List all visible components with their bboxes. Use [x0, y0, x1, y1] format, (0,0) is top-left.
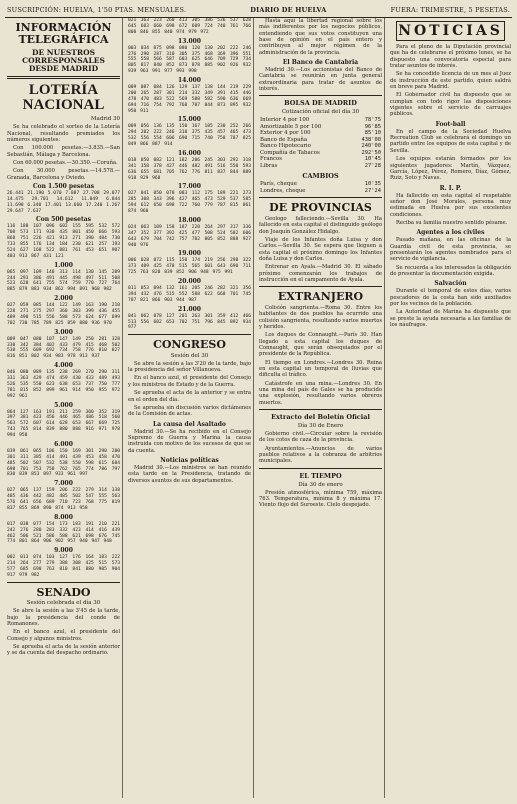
- number-group-values: 009 047 080 107 147 149 250 281 328 330 342 384 402 433 479 415 468 502 538 555 609 692 734 758 776 810 827 816 851 802 934 983 978 913 937: [7, 336, 120, 360]
- congreso-para: Se aprueba sin discusión varios dictámenes de la Comisión de actas.: [128, 404, 251, 418]
- subhead: Noticias políticas: [160, 456, 219, 464]
- number-group-head: 15.000: [178, 116, 201, 124]
- congreso-para: Se aprueba el acta de la anterior y se entra en el orden del día.: [128, 390, 251, 403]
- number-group-head: 14.000: [178, 77, 201, 84]
- divider: [7, 76, 120, 79]
- newspaper-page: [5, 4, 512, 796]
- masthead-price: FUERA: TRIMESTRE, 5 PESETAS.: [390, 6, 510, 14]
- football-title: Foot-ball: [435, 120, 466, 128]
- banco-para: Madrid 30.—Los accionistas del Banco de Cantabria se reunirán en junta general extraordinaria para tratar de asuntos de interés.: [259, 67, 382, 93]
- info-telegrafica-title: INFORMACIÓN TELEGRÁFICA: [15, 21, 112, 46]
- divider: [7, 582, 120, 583]
- rip-para: Ha fallecido en esta capital el respetable señor don José Morales, persona muy estimada en Huelva por sus excelentes condiciones.: [390, 192, 511, 218]
- masthead: [5, 4, 512, 18]
- aprox-numbers: 26.441 21.190 5.070 7.887 27.708 29.077 14.475 29.701 14.612 11.849 6.844 11.698 6.340 17.401 13.660 17.240 1.267 29.647 7.637: [7, 190, 120, 214]
- number-group-head: 8.000: [54, 513, 73, 521]
- boletin-subtitle: Día 30 de Enero: [297, 422, 344, 429]
- market-name: Interior 4 por 100: [260, 117, 310, 124]
- number-group-head: 4.000: [54, 362, 73, 370]
- noticias-para: Para el pleno de la Diputación provincial que ha de celebrarse el próximo lunes, se ha dispuesto una convocatoria especial para tratar asuntos de interés.: [390, 44, 511, 70]
- congreso-subtitle: Sesión del 30: [170, 352, 209, 359]
- extranjero-para: Catástrofe en una mina.—Londres 30. En una mina del país de Gales se ha producido una explosión, resultando varios obreros muertos.: [259, 380, 382, 406]
- prize-2: Con 60.000 pesetas.—30.350.—Coruña.: [13, 159, 118, 166]
- salvacion-para: La Autoridad de Marina ha dispuesto que se preste la ayuda necesaria a las familias de los náufragos.: [390, 309, 511, 329]
- number-group-head: 16.000: [178, 149, 201, 157]
- agentes-para: Pasado mañana, en las oficinas de la Guardia civil de esta provincia, se presentarán los agentes nombrados para el servicio de vigilancia.: [390, 237, 511, 263]
- number-group-values: 041 062 078 127 201 263 301 359 412 466 513 556 602 653 702 751 796 845 892 934 977: [128, 313, 251, 331]
- article-para: Madrid 30.—Se ha recibido en el Consejo Supremo de Guerra y Marina la causa instruida con motivo de los sucesos de que se da cuenta.: [128, 428, 251, 454]
- market-value: 27'24: [364, 187, 381, 194]
- boletin-title: Extracto del Boletín Oficial: [271, 412, 370, 421]
- provincias-para: Entrenar en Ayala.—Madrid 30. El sábado próximo comenzarán los trabajos de instrucción en el campamento de Ayala.: [259, 264, 382, 283]
- noticias-para: El Gobernador civil ha dispuesto que se cumplan con todo rigor las disposiciones vigentes sobre el servicio de carruajes públicos.: [390, 92, 511, 118]
- intro-para: Hasta aquí la libertad regional sobre los más indiferentes por los negocios públicos, entendiendo que sus votos constituyen una base de opinión en el país entero y contribuyen al mejor régimen de la administración de la provincia.: [259, 18, 382, 56]
- market-name: Libras: [260, 162, 278, 169]
- market-value: 240'00: [361, 143, 381, 150]
- market-value: 10'35: [364, 181, 381, 188]
- number-group-head: 9.000: [54, 547, 73, 555]
- divider: [259, 409, 382, 410]
- number-groups: [128, 18, 251, 331]
- loteria-title: LOTERÍA NACIONAL: [22, 81, 105, 114]
- divider: [259, 95, 382, 96]
- senado-subtitle: Sesión celebrada el día 30: [26, 600, 101, 607]
- market-name: Amortizable 5 por 100: [260, 123, 322, 130]
- number-group-head: 13.000: [178, 37, 201, 45]
- column-3: [257, 18, 385, 798]
- column-1: [5, 18, 123, 798]
- market-row: [259, 163, 382, 169]
- market-value: 27'28: [364, 162, 381, 169]
- rip-para: Reciba su familia nuestro sentido pésame.: [396, 219, 508, 226]
- column-2: [126, 18, 254, 798]
- number-group-values: 064 127 163 191 211 259 300 352 319 397 381 423 456 446 465 486 518 560 563 572 607 614 628 653 667 669 725 743 765 814 839 880 888 916 971 978 994 958: [7, 409, 120, 439]
- divider: [259, 468, 382, 469]
- noticias-title: NOTICIAS: [396, 21, 505, 41]
- salvacion-para: Durante el temporal de estos días, varios pescadores de la costa han sido auxiliados por los vecinos de la población.: [390, 288, 511, 307]
- number-group-head: 6.000: [54, 440, 73, 448]
- congreso-para: Se abre la sesión a las 3'20 de la tarde, bajo la presidencia del señor Villanueva.: [128, 360, 251, 374]
- congreso-para: En el banco azul, el presidente del Consejo y los ministros de Estado y de la Guerra.: [128, 375, 251, 388]
- market-value: 10'45: [364, 156, 381, 163]
- senado-para: En el banco azul, el presidente del Consejo y algunos ministros.: [7, 629, 120, 642]
- rip-title: R. I. P.: [439, 184, 462, 192]
- number-group-values: 009 056 136 135 150 167 185 230 252 266 294 202 222 246 318 375 435 457 465 473 532 556 554 606 690 715 740 758 787 825 849 866 887 914: [128, 124, 251, 147]
- provincias-title: DE PROVINCIAS: [269, 201, 372, 215]
- market-name: Banco Hipotecario: [260, 143, 311, 150]
- provincias-para: Viaje de los Infantes doña Luisa y don Carlos.—Sevilla 30. Se espera que lleguen a esta capital el próximo domingo los Infantes doña Luisa y don Carlos.: [259, 236, 382, 262]
- number-group-values: 024 063 109 158 187 220 264 297 317 336 347 352 377 392 425 477 508 524 582 606 643 679 704 742 757 782 805 852 888 927 940 976: [128, 224, 251, 248]
- market-name: Banco de España: [260, 136, 308, 143]
- number-group-head: Con 500 pesetas: [35, 216, 92, 224]
- prize-3: Con 30.000 pesetas.—14.578.—Granada, Barcelona y Oviedo.: [7, 168, 120, 181]
- market-value: 85'10: [364, 130, 381, 137]
- number-group-values: 027 065 137 159 206 222 279 314 338 405 436 442 482 485 502 547 555 563 576 641 656 689 710 723 768 775 819 837 855 869 890 874 913 958: [7, 488, 120, 511]
- congreso-title: CONGRESO: [153, 338, 226, 352]
- noticias-para: Se ha concedido licencia de un mes al Juez de instrucción de este partido, quien saldrá en breve para Madrid.: [390, 71, 511, 91]
- number-group-head: 20.000: [178, 278, 201, 285]
- extranjero-para: Los duques de Connaught.—París 30. Han llegado a esta capital los duques de Connaught, que serán obsequiados por el presidente de la República.: [259, 332, 382, 358]
- market-row: [259, 188, 382, 194]
- tiempo-title: EL TIEMPO: [299, 471, 342, 480]
- bolsa-title: BOLSA DE MADRID: [284, 99, 357, 108]
- market-value: 78'75: [364, 117, 381, 124]
- columns: [5, 18, 512, 798]
- market-name: París, cheque: [260, 181, 297, 188]
- extranjero-para: Colisión sangrienta.—Roma 30. Entre los habitantes de dos pueblos ha ocurrido una colisión sangrienta, resultando varios muertos y heridos.: [259, 304, 382, 330]
- aprox-head: Con 1.500 pesetas: [32, 182, 95, 190]
- number-group-head: 18.000: [178, 216, 201, 224]
- number-group-head: 1.000: [54, 261, 73, 269]
- number-group-head: 2.000: [54, 295, 73, 303]
- number-group-values: 017 038 077 154 173 183 191 210 221 242 276 280 283 332 423 414 416 439 462 506 521 586 588 621 698 676 745 774 801 864 906 902 957 940 947 948: [7, 521, 120, 545]
- provincias-para: Geologo falleciendo.—Sevilla 30. Ha fallecido en esta capital el distinguido geólogo don Joaquín González Hidalgo.: [259, 215, 382, 235]
- number-group-values: 002 013 074 103 127 176 164 183 222 214 264 277 279 388 308 425 515 573 577 685 690 763 810 841 880 905 904 917 979 982: [7, 555, 120, 578]
- boletin-para: Gobierno civil.—Circular sobre la revisión de los cotos de caza de la provincia.: [259, 430, 382, 444]
- prize-1: Con 100.000 pesetas.—3.835.—San Sebastián, Málaga y Barcelona.: [7, 145, 120, 158]
- number-group-head: 5.000: [54, 401, 73, 409]
- number-group-values: 116 188 107 096 602 155 595 532 572 708 573 171 930 435 801 450 666 593 868 751 226 421 913 271 390 484 730 733 855 176 134 184 230 621 257 193 524 627 168 522 881 761 453 651 907 403 913 867 431 121: [7, 224, 120, 259]
- masthead-subscription: SUSCRIPCIÓN: HUELVA, 1'50 PTAS. MENSUALES.: [7, 6, 187, 14]
- banco-title: El Banco de Cantabria: [282, 59, 359, 67]
- number-group-values: 009 087 084 126 129 137 138 144 219 229 200 265 287 301 214 332 349 391 415 446 478 470 483 522 569 588 582 590 636 669 694 716 754 792 768 787 844 873 895 932 950 911: [128, 85, 251, 114]
- bolsa-subtitle: Cotización oficial del día 30: [281, 109, 360, 116]
- lottery-lead: Se ha celebrado el sorteo de la Lotería Nacional, resultando premiados los números siguientes:: [7, 124, 120, 143]
- senado-title: SENADO: [36, 585, 91, 599]
- market-name: Londres, cheque: [260, 187, 306, 194]
- number-group-values: 018 050 082 121 182 206 245 303 292 318 341 358 378 427 446 482 491 516 550 593 636 655 681 705 762 776 811 837 844 889 918 929 968: [128, 157, 251, 181]
- agentes-para: Se recuerda a los interesados la obligación de presentar la documentación exigida.: [390, 264, 511, 277]
- market-value: 438'00: [361, 136, 381, 143]
- masthead-title: DIARIO DE HUELVA: [250, 6, 327, 14]
- number-group-values: 011 053 094 132 161 205 246 282 321 356 394 432 476 515 552 588 622 668 701 745 787 821 866 903 944 987: [128, 286, 251, 303]
- number-group-values: 046 080 089 135 238 269 270 290 311 331 363 429 474 459 430 433 489 493 526 535 550 623 638 653 737 750 777 781 815 852 899 961 914 950 955 972 992 961: [7, 370, 120, 399]
- number-group-values: 027 059 085 144 122 149 163 190 210 228 271 275 297 360 383 399 436 455 489 490 515 556 588 573 624 677 699 702 730 785 789 825 859 880 936 970: [7, 303, 120, 326]
- number-group-head: 7.000: [54, 480, 73, 488]
- extranjero-title: EXTRANJERO: [277, 290, 364, 304]
- divider: [259, 286, 382, 287]
- salvacion-title: Salvación: [434, 280, 467, 288]
- number-group-head: 21.000: [178, 305, 201, 313]
- number-groups: [7, 216, 120, 578]
- extranjero-para: El tiempo en Londres.—Londres 30. Reina en esta capital un temporal de lluvias que dificulta el tráfico.: [259, 359, 382, 379]
- cambios-table: [259, 181, 382, 194]
- subhead: La causa del Asaltado: [153, 420, 226, 428]
- number-group-values: 003 034 075 098 080 120 130 202 222 246 276 290 287 310 305 375 468 369 396 551 555 558 566 587 603 625 646 709 729 734 805 817 840 852 873 878 885 902 926 932 939 963 991 977 993 998: [128, 45, 251, 75]
- market-name: Compañía de Tabacos: [260, 149, 320, 156]
- divider: [128, 334, 251, 335]
- market-value: 292'50: [361, 149, 381, 156]
- correspondents-subtitle: DE NUESTROS CORRESPONSALES DESDE MADRID: [22, 48, 105, 73]
- number-group-values: 006 028 072 115 150 174 219 256 298 322 373 409 425 478 515 565 601 643 690 711 725 763 820 839 852 906 948 975 991: [128, 258, 251, 276]
- number-group-head: 19.000: [178, 250, 201, 258]
- number-group-head: 17.000: [178, 183, 201, 191]
- column-4: [388, 18, 512, 798]
- number-group-head: 3.000: [54, 328, 73, 336]
- senado-para: Se aprueba el acta de la sesión anterior y se da cuenta del despacho ordinario.: [7, 644, 120, 657]
- bolsa-table: [259, 117, 382, 169]
- market-name: Francos: [260, 156, 283, 163]
- dateline: Madrid 30: [90, 116, 120, 123]
- tiempo-para: Presión atmosférica, mínima 759, máxima 763. Temperatura, mínima 8 y máxima 17. Viento flojo del Suroeste. Cielo despejado.: [259, 489, 382, 509]
- cambios-title: CAMBIOS: [302, 172, 339, 181]
- market-name: Exterior 4 por 100: [260, 130, 311, 137]
- football-para: Los equipos estarán formados por los siguientes jugadores: Martín, Vázquez, García, López, Pérez, Romero, Díaz, Gómez, Ruiz, Soto y Navas.: [390, 156, 511, 182]
- divider: [259, 197, 382, 198]
- market-value: 96'85: [364, 123, 381, 130]
- boletin-para: Ayuntamientos.—Anuncios de varios pueblos relativos a la cobranza de arbitrios municipales.: [259, 445, 382, 465]
- senado-para: Se abre la sesión a las 3'45 de la tarde, bajo la presidencia del conde de Romanones.: [7, 608, 120, 628]
- article-para: Madrid 30.—Los ministros se han reunido esta tarde en la Presidencia, tratando de diversos asuntos de sus departamentos.: [128, 464, 251, 484]
- number-group-values: 021 363 223 260 413 305 386 536 537 628 645 603 660 698 672 609 724 740 761 766 808 846 855 840 974 979 972: [128, 18, 251, 35]
- number-group-values: 027 041 050 078 083 112 175 189 221 273 285 308 343 396 427 465 473 529 537 585 594 612 650 698 722 760 779 787 815 861 874 960: [128, 191, 251, 214]
- number-group-values: 065 097 109 140 313 114 130 145 209 244 293 386 491 445 498 497 511 508 523 628 641 755 574 759 770 727 764 885 879 883 934 862 994 891 968 982: [7, 269, 120, 293]
- football-para: En el campo de la Sociedad Huelva Recreation Club se celebrará el domingo un partido entre los equipos de esta capital y de Sevilla.: [390, 128, 511, 154]
- agentes-title: Agentes a los civiles: [416, 229, 485, 237]
- number-group-values: 039 061 065 106 150 169 301 290 280 301 311 385 414 491 439 453 458 470 485 502 507 532 538 550 598 615 684 698 701 753 758 762 765 774 786 797 830 839 853 897 933 961 997: [7, 448, 120, 478]
- tiempo-subtitle: Día 30 de enero: [298, 481, 343, 488]
